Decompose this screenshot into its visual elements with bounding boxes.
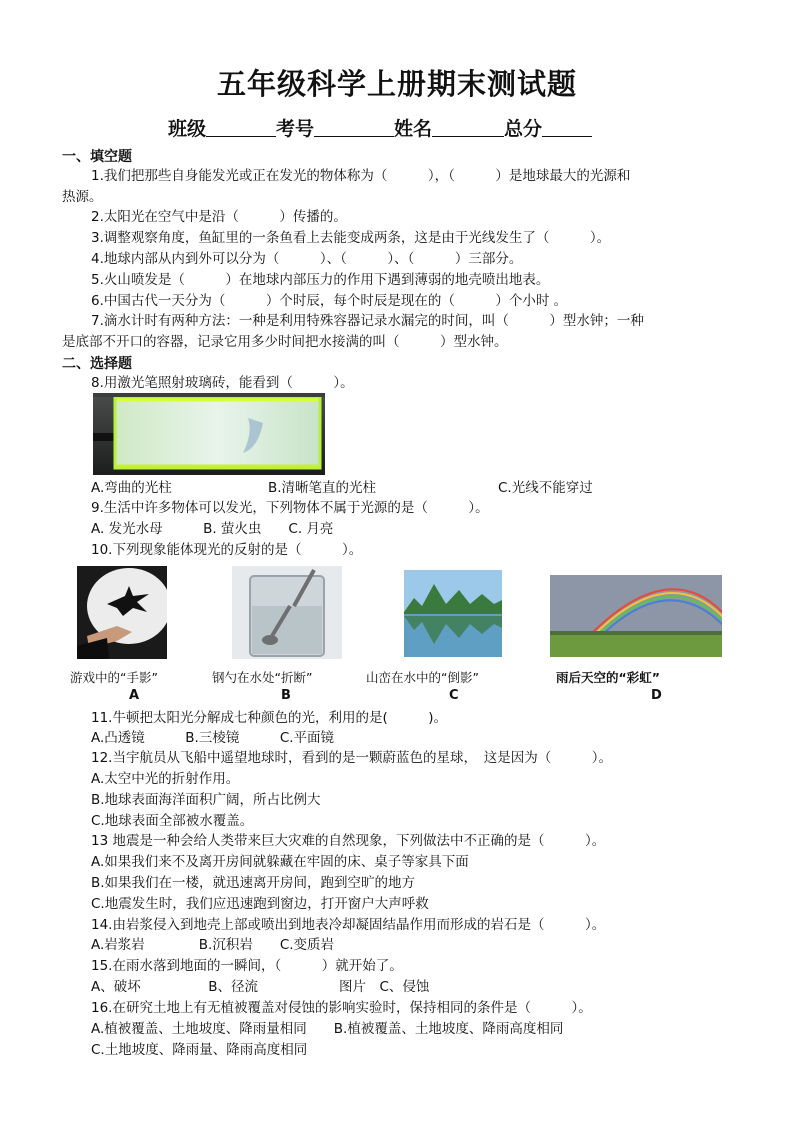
question-line: 11.牛顿把太阳光分解成七种颜色的光，利用的是( )。 [91,710,448,726]
question-9: 9.生活中许多物体可以发光，下列物体不属于光源的是（ ）。 [91,500,489,516]
exam-no-label: 考号 [276,118,315,140]
q8-option-a: A.弯曲的光柱 [91,480,172,496]
option-line: A.如果我们来不及离开房间就躲藏在牢固的床、桌子等家具下面 [91,854,469,870]
question-line: 是底部不开口的容器，记录它用多少时间把水接满的叫（ ）型水钟。 [62,334,508,350]
class-label: 班级 [168,118,207,140]
question-line: 13 地震是一种会给人类带来巨大灾难的自然现象，下列做法中不正确的是（ ）。 [91,833,606,849]
option-line: A.太空中光的折射作用。 [91,771,240,787]
q10-letter-a: A [129,688,140,703]
question-line: 5.火山喷发是（ ）在地球内部压力的作用下遇到薄弱的地壳喷出地表。 [91,272,550,288]
question-line: 6.中国古代一天分为（ ）个时辰，每个时辰是现在的（ ）个小时 。 [91,293,568,309]
question-line: 14.由岩浆侵入到地壳上部或喷出到地表冷却凝固结晶作用而形成的岩石是（ ）。 [91,917,606,933]
question-line: 4.地球内部从内到外可以分为（ ）、（ ）、（ ）三部分。 [91,251,523,267]
question-line: 热源。 [62,189,103,205]
class-blank[interactable] [206,118,276,137]
question-line: 1.我们把那些自身能发光或正在发光的物体称为（ ），（ ）是地球最大的光源和 [91,168,631,184]
option-line: C.地球表面全部被水覆盖。 [91,813,254,829]
q8-option-b: B.清晰笔直的光柱 [268,480,377,496]
page-title: 五年级科学上册期末测试题 [216,67,577,101]
question-line: 15.在雨水落到地面的一瞬间，（ ）就开始了。 [91,958,403,974]
question-10: 10.下列现象能体现光的反射的是（ ）。 [91,542,363,558]
question-8: 8.用激光笔照射玻璃砖，能看到（ ）。 [91,375,354,391]
question-line: 7.滴水计时有两种方法：一种是利用特殊容器记录水漏完的时间，叫（ ）型水钟；一种 [91,313,644,329]
score-blank[interactable] [542,118,592,137]
q10-caption-d: 雨后天空的“彩虹” [556,670,660,685]
name-blank[interactable] [432,118,504,137]
q10-letter-d: D [651,688,662,703]
q10-caption-c: 山峦在水中的“倒影” [366,670,479,685]
option-line: A.植被覆盖、土地坡度、降雨量相同 B.植被覆盖、土地坡度、降雨高度相同 [91,1021,564,1037]
mountain-reflection-photo [404,570,502,657]
question-line: 2.太阳光在空气中是沿（ ）传播的。 [91,209,347,225]
question-line: 3.调整观察角度，鱼缸里的一条鱼看上去能变成两条，这是由于光线发生了（ ）。 [91,230,611,246]
laser-glass-photo [93,393,325,475]
q9-options: A. 发光水母 B. 萤火虫 C. 月亮 [91,521,334,537]
rainbow-photo [550,575,722,657]
question-line: 16.在研究土地上有无植被覆盖对侵蚀的影响实验时，保持相同的条件是（ ）。 [91,1000,592,1016]
option-line: C.地震发生时，我们应迅速跑到窗边，打开窗户大声呼救 [91,896,429,912]
q10-caption-b: 钢勺在水处“折断” [212,670,313,685]
q8-option-c: C.光线不能穿过 [498,480,593,496]
section-heading-fill-blank: 一、填空题 [62,149,132,165]
option-line: B.地球表面海洋面积广阔，所占比例大 [91,792,321,808]
q10-letter-b: B [281,688,291,703]
option-line: A.岩浆岩 B.沉积岩 C.变质岩 [91,937,335,953]
question-line: 12.当宇航员从飞船中遥望地球时，看到的是一颗蔚蓝色的星球， 这是因为（ ）。 [91,750,612,766]
q10-caption-a: 游戏中的“手影” [70,670,158,685]
student-info-row [168,114,592,141]
exam-no-blank[interactable] [314,118,394,137]
section-heading-choice: 二、选择题 [62,356,132,372]
option-line: C.土地坡度、降雨量、降雨高度相同 [91,1042,308,1058]
name-label: 姓名 [394,118,433,140]
hand-shadow-photo [77,566,167,659]
option-line: A、破坏 B、径流 图片 C、侵蚀 [91,979,430,995]
option-line: B.如果我们在一楼，就迅速离开房间，跑到空旷的地方 [91,875,416,891]
option-line: A.凸透镜 B.三棱镜 C.平面镜 [91,730,335,746]
q10-letter-c: C [449,688,459,703]
spoon-in-water-photo [232,566,342,659]
score-label: 总分 [504,118,543,140]
